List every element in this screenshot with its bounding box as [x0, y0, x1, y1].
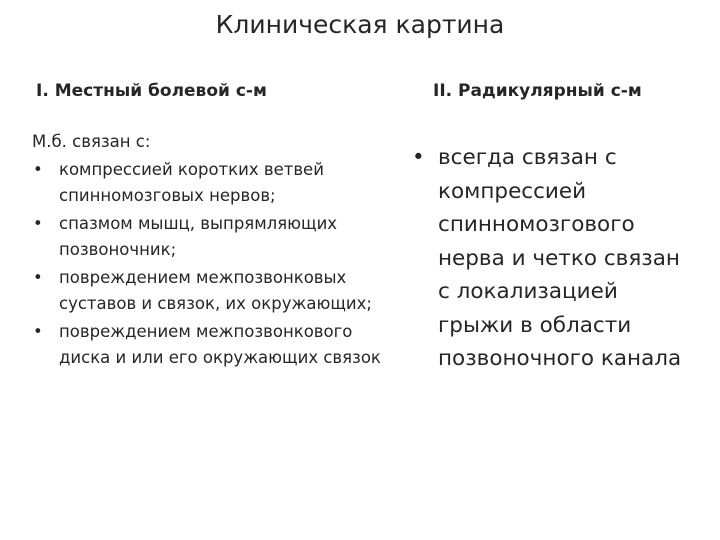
left-column-intro: М.б. связан с:	[32, 132, 151, 151]
bullet-icon: •	[33, 322, 43, 341]
list-item-text: повреждением межпозвонкового диска и или его окружающих связок	[59, 322, 381, 367]
left-column-body	[32, 129, 382, 373]
bullet-icon: •	[412, 145, 425, 170]
right-bullet-list	[410, 141, 690, 376]
bullet-icon: •	[33, 214, 43, 233]
list-item-text: повреждением межпозвонковых суставов и связок, их окружающих;	[59, 268, 372, 313]
right-column-body	[410, 141, 690, 376]
list-item-text: компрессией коротких ветвей спинномозговых нервов;	[59, 160, 324, 205]
column-heading-radicular: II. Радикулярный с-м	[433, 81, 642, 101]
list-item	[410, 141, 690, 376]
list-item	[32, 211, 382, 263]
slide-title: Клиническая картина	[215, 10, 505, 39]
column-heading-local-pain: I. Местный болевой с-м	[36, 81, 267, 101]
list-item	[32, 157, 382, 209]
list-item	[32, 265, 382, 317]
list-item	[32, 319, 382, 371]
list-item-text: всегда связан с компрессией спинномозгового нерва и четко связан с локализацией грыжи в области позвоночного канала	[438, 145, 682, 371]
list-item-text: спазмом мышц, выпрямляющих позвоночник;	[59, 214, 338, 259]
bullet-icon: •	[33, 160, 43, 179]
left-bullet-list	[32, 157, 382, 371]
bullet-icon: •	[33, 268, 43, 287]
